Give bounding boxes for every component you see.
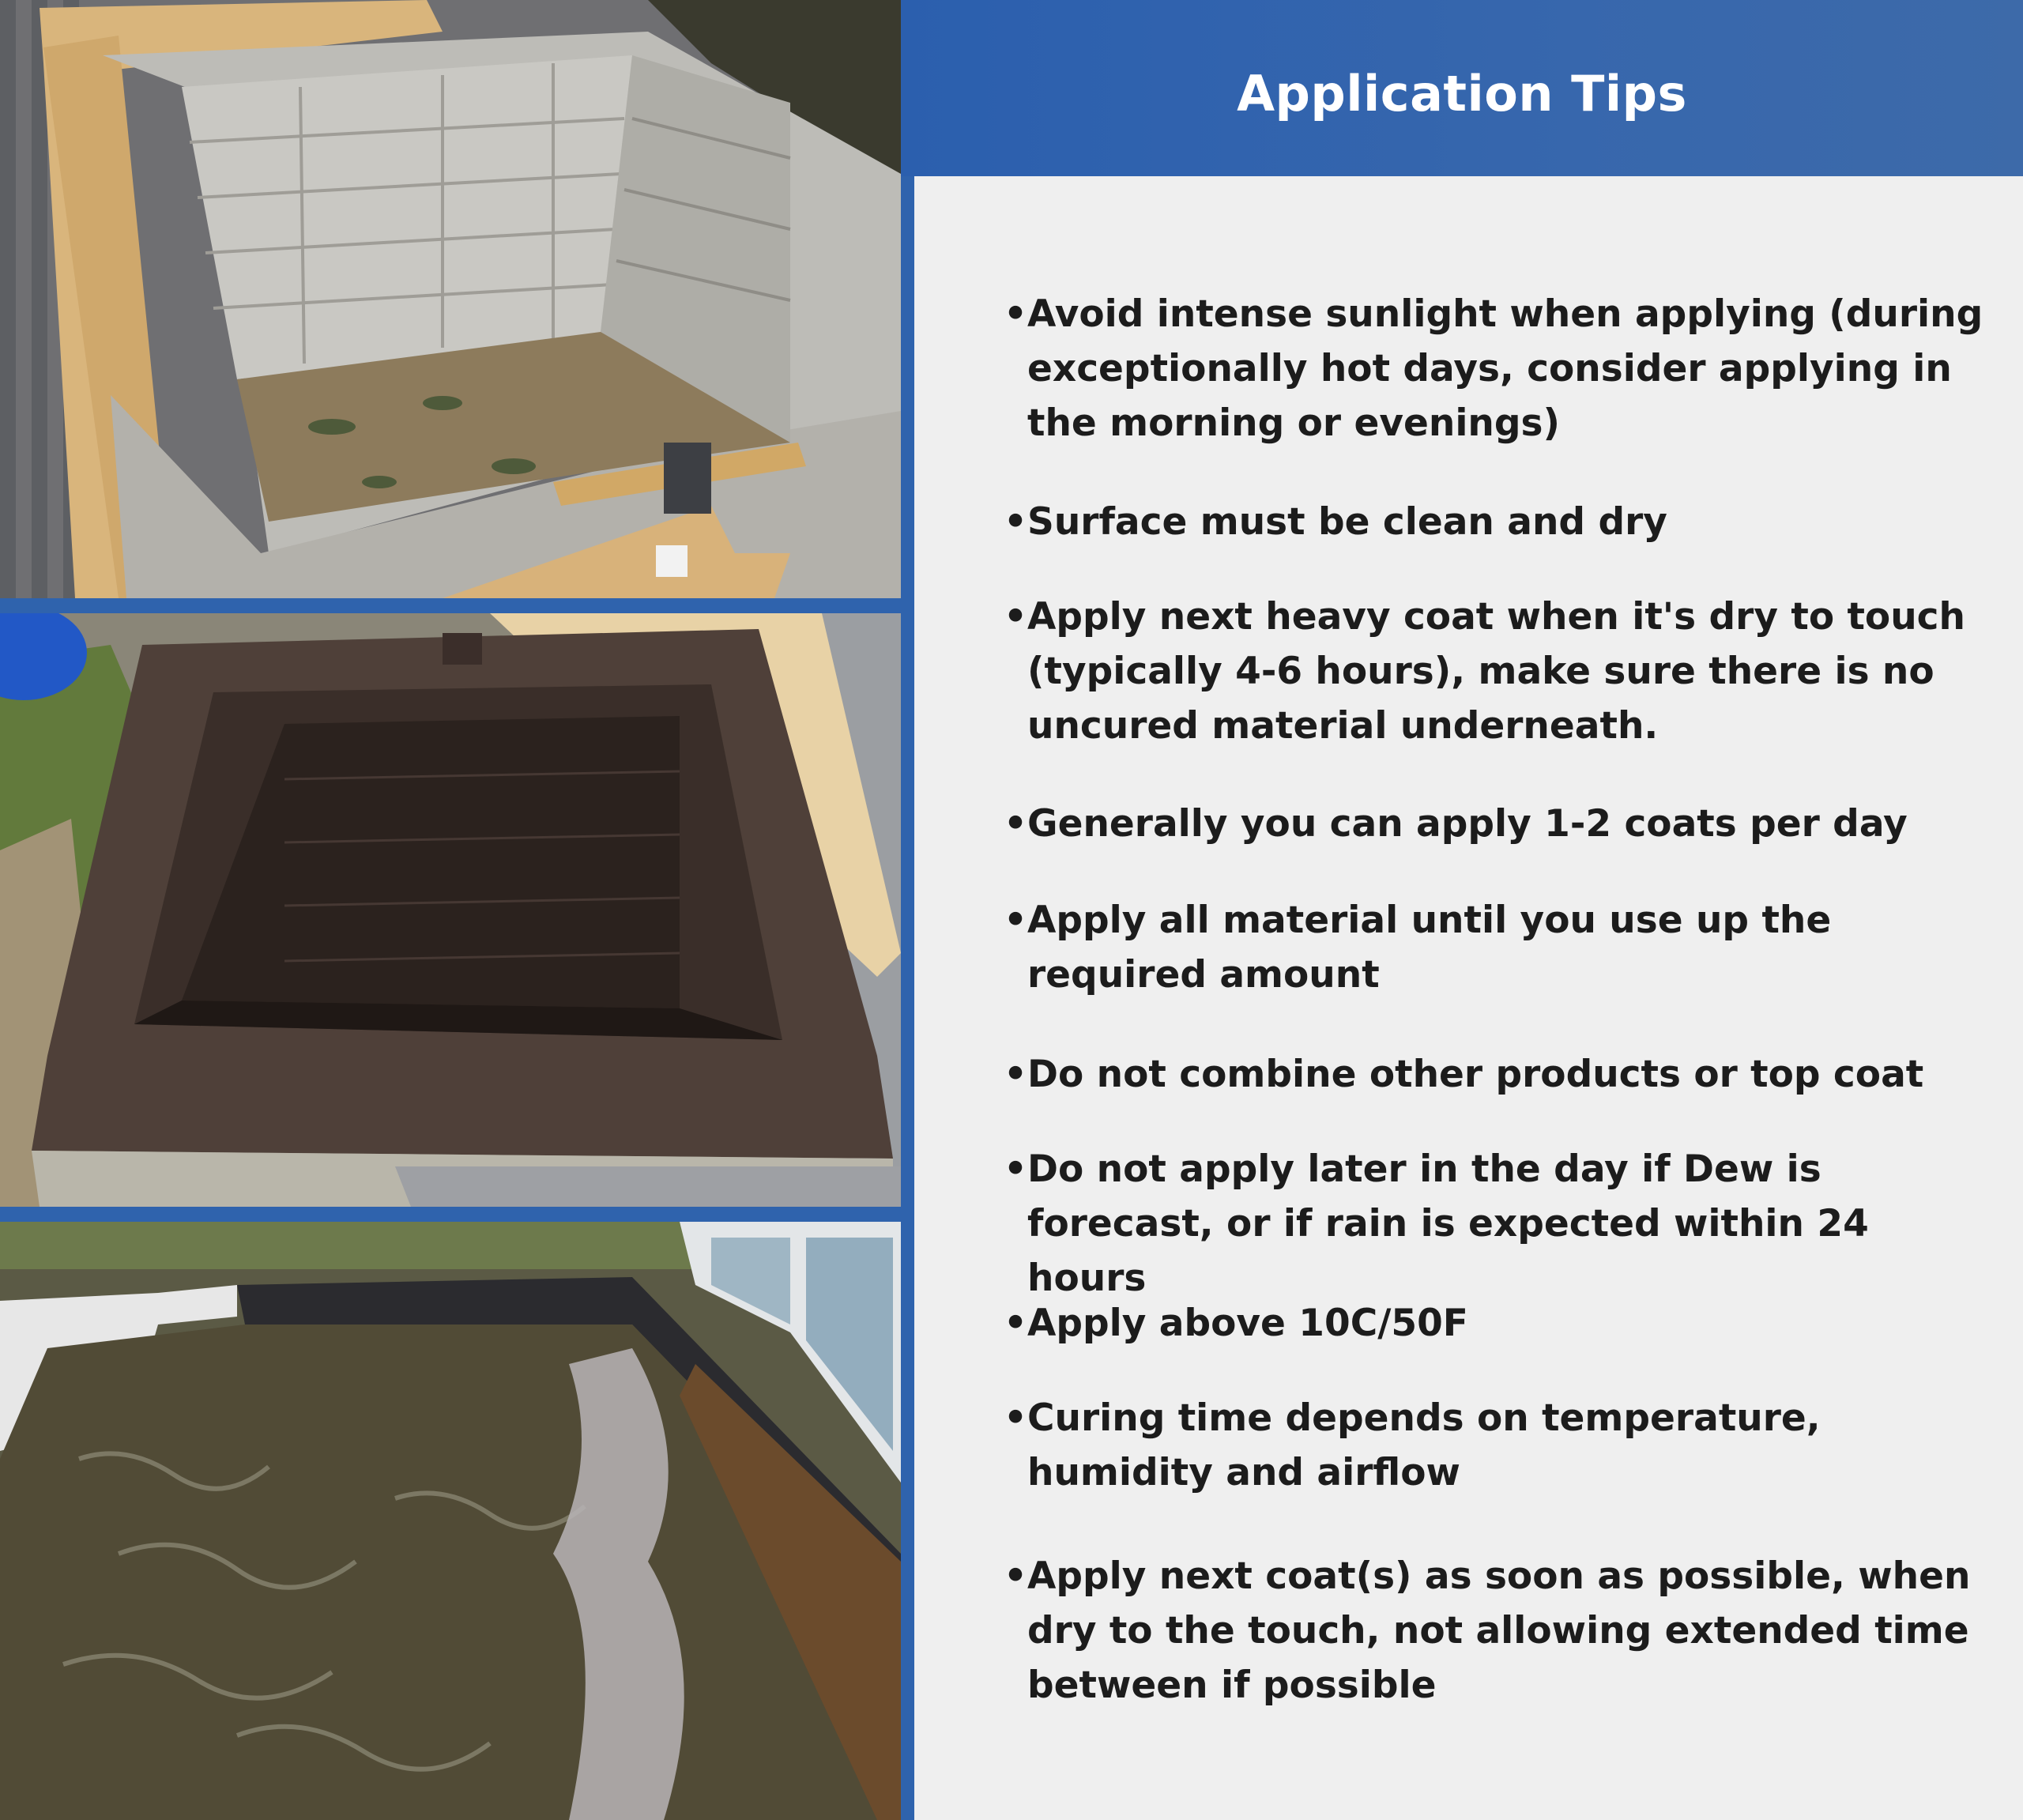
bullet-icon: • — [1004, 1554, 1028, 1598]
tip-item — [1004, 287, 1991, 450]
bullet-icon: • — [1004, 1396, 1028, 1440]
bullet-icon: • — [1004, 500, 1028, 544]
tip-item — [1004, 1047, 1991, 1102]
bullet-icon: • — [1004, 595, 1028, 639]
tip-text: Avoid intense sunlight when applying (during exceptionally hot days, consider applying in the morning or evenings) — [1027, 292, 1983, 445]
bullet-icon: • — [1004, 802, 1028, 846]
tip-text: Apply all material until you use up the required amount — [1027, 899, 1832, 997]
tip-item — [1004, 495, 1991, 549]
photo-concrete-block-pond — [0, 0, 901, 598]
tip-item — [1004, 893, 1991, 1002]
application-tips-panel — [901, 0, 2023, 1820]
tip-item — [1004, 1142, 1991, 1306]
tip-text: Apply above 10C/50F — [1027, 1302, 1468, 1345]
tip-text: Generally you can apply 1-2 coats per day — [1027, 802, 1908, 846]
tip-text: Apply next coat(s) as soon as possible, when dry to the touch, not allowing extended time between if possible — [1027, 1554, 1971, 1707]
bullet-icon: • — [1004, 1053, 1028, 1096]
tip-text: Do not apply later in the day if Dew is forecast, or if rain is expected within 24 hours — [1027, 1147, 1869, 1300]
tip-text: Apply next heavy coat when it's dry to touch (typically 4-6 hours), make sure there is no uncured material underneath. — [1027, 595, 1966, 748]
photo-coated-pond — [0, 613, 901, 1207]
tip-item — [1004, 1296, 1991, 1351]
tip-item — [1004, 590, 1991, 753]
bullet-icon: • — [1004, 292, 1028, 336]
tip-text: Surface must be clean and dry — [1027, 500, 1667, 544]
tip-item — [1004, 1549, 1991, 1713]
bullet-icon: • — [1004, 1147, 1028, 1191]
photo-filled-pond — [0, 1222, 901, 1820]
tips-header — [901, 0, 2023, 176]
tip-item — [1004, 797, 1991, 851]
tip-item — [1004, 1391, 1991, 1500]
tip-text: Do not combine other products or top coat — [1027, 1053, 1924, 1096]
tips-content — [914, 176, 2023, 1820]
bullet-icon: • — [1004, 899, 1028, 942]
page-title: Application Tips — [1237, 65, 1687, 122]
bullet-icon: • — [1004, 1302, 1028, 1345]
tip-text: Curing time depends on temperature, humidity and airflow — [1027, 1396, 1821, 1494]
photo-column — [0, 0, 901, 1820]
